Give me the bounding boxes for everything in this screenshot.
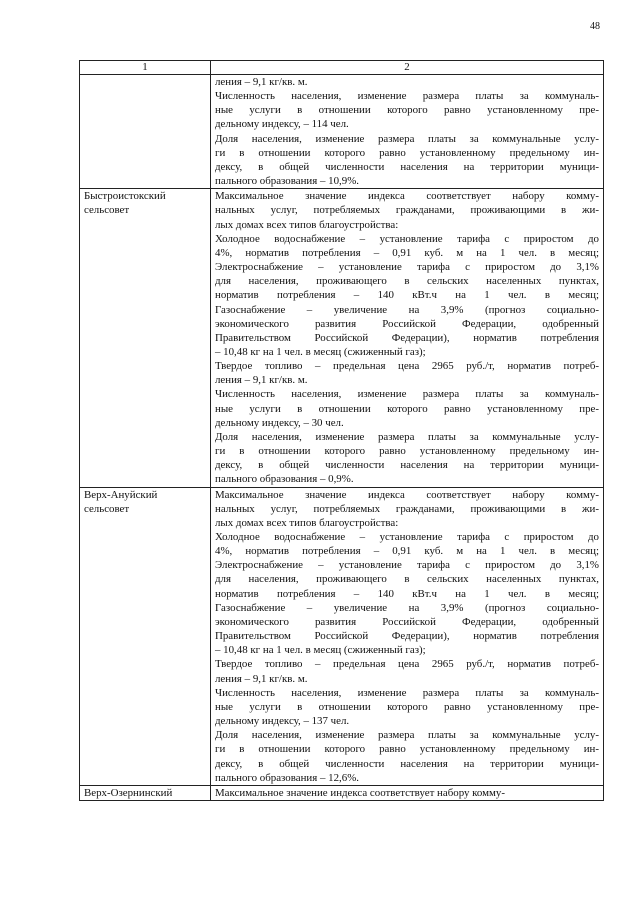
description-line: Твердое топливо – предельная цена 2965 руб./т, норматив потреб- [215, 658, 599, 671]
description-line: ги в отношении которого равно установленному предельному ин- [215, 743, 599, 756]
description-line: ные услуги в отношении которого равно установленному пре- [215, 402, 599, 415]
column-header-2: 2 [211, 61, 604, 75]
description-line: ги в отношении которого равно установленному предельному ин- [215, 445, 599, 458]
description-line: норматив потребления – 140 кВт.ч на 1 чел. в месяц; [215, 289, 599, 302]
description-line: для населения, проживающего в сельских населенных пунктах, [215, 573, 599, 586]
municipality-cell [80, 189, 211, 487]
description-line: Электроснабжение – установление тарифа с приростом до 3,1% [215, 559, 599, 572]
description-line: дельному индексу, – 30 чел. [215, 416, 344, 429]
description-line: Максимальное значение индекса соответствует набору комму- [215, 488, 599, 501]
municipality-name-line: сельсовет [84, 502, 130, 515]
description-line: Доля населения, изменение размера платы за коммунальные услу- [215, 729, 599, 742]
description-line: норматив потребления – 140 кВт.ч на 1 чел. в месяц; [215, 587, 599, 600]
municipality-name-line: Верх-Ануйский [84, 488, 158, 501]
table-row [80, 785, 604, 800]
column-header-1: 1 [80, 61, 211, 75]
municipality-name-line: сельсовет [84, 204, 130, 217]
description-line: Численность населения, изменение размера платы за коммуналь- [215, 686, 599, 699]
description-line: Холодное водоснабжение – установление тарифа с приростом до [215, 531, 599, 543]
description-line: Доля населения, изменение размера платы за коммунальные услу- [215, 430, 599, 443]
description-line: Доля населения, изменение размера платы за коммунальные услу- [215, 132, 599, 145]
description-line: 4%, норматив потребления – 0,91 куб. м на 1 чел. в месяц; [215, 246, 599, 259]
description-line: дексу, в общей численности населения на территории муници- [215, 160, 599, 173]
description-line: Численность населения, изменение размера платы за коммуналь- [215, 388, 599, 401]
description-line: – 10,48 кг на 1 чел. в месяц (сжиженный газ); [215, 345, 426, 358]
table-row [80, 189, 604, 487]
description-line: нальных услуг, потребляемых гражданами, проживающими в жи- [215, 204, 599, 217]
description-line: лых домах всех типов благоустройства: [215, 218, 399, 231]
description-line: экономического развития Российской Федерации, одобренный [215, 615, 599, 628]
description-line: Холодное водоснабжение – установление тарифа с приростом до [215, 232, 599, 245]
municipality-cell [80, 75, 211, 189]
description-line: ги в отношении которого равно установленному предельному ин- [215, 146, 599, 159]
municipality-name-line: Быстроистокский [84, 190, 166, 203]
description-line: Твердое топливо – предельная цена 2965 руб./т, норматив потреб- [215, 360, 599, 373]
municipality-cell [80, 487, 211, 785]
description-line: ные услуги в отношении которого равно установленному пре- [215, 104, 599, 117]
description-line: Газоснабжение – увеличение на 3,9% (прогноз социально- [215, 303, 599, 316]
municipality-cell [80, 785, 211, 800]
description-line: Максимальное значение индекса соответствует набору комму- [215, 786, 506, 799]
description-line: Газоснабжение – увеличение на 3,9% (прогноз социально- [215, 601, 599, 614]
description-line: 4%, норматив потребления – 0,91 куб. м на 1 чел. в месяц; [215, 545, 599, 558]
municipality-name-line: Верх-Озернинский [84, 786, 173, 799]
description-line: Максимальное значение индекса соответствует набору комму- [215, 190, 599, 203]
table-row [80, 75, 604, 189]
tariff-index-table [79, 60, 604, 801]
description-line: лых домах всех типов благоустройства: [215, 516, 399, 529]
description-line: пального образования – 0,9%. [215, 473, 354, 486]
description-line: дельному индексу, – 137 чел. [215, 715, 350, 728]
description-line: для населения, проживающего в сельских населенных пунктах, [215, 275, 599, 288]
description-cell [211, 189, 604, 487]
description-cell [211, 487, 604, 785]
description-line: нальных услуг, потребляемых гражданами, проживающими в жи- [215, 502, 599, 515]
description-line: дексу, в общей численности населения на территории муници- [215, 459, 599, 472]
page-number: 48 [590, 21, 600, 32]
description-line: – 10,48 кг на 1 чел. в месяц (сжиженный газ); [215, 644, 426, 657]
description-line: пального образования – 10,9%. [215, 175, 359, 188]
description-line: ления – 9,1 кг/кв. м. [215, 76, 308, 88]
description-line: пального образования – 12,6%. [215, 771, 359, 784]
description-line: Электроснабжение – установление тарифа с приростом до 3,1% [215, 261, 599, 274]
table-body [80, 61, 604, 801]
description-cell [211, 75, 604, 189]
description-line: Численность населения, изменение размера платы за коммуналь- [215, 90, 599, 103]
table-row [80, 487, 604, 785]
description-line: дексу, в общей численности населения на территории муници- [215, 757, 599, 770]
description-line: экономического развития Российской Федерации, одобренный [215, 317, 599, 330]
description-line: ления – 9,1 кг/кв. м. [215, 672, 308, 685]
description-line: ления – 9,1 кг/кв. м. [215, 374, 308, 387]
description-line: ные услуги в отношении которого равно установленному пре- [215, 700, 599, 713]
description-line: Правительством Российской Федерации), норматив потребления [215, 331, 599, 344]
description-cell [211, 785, 604, 800]
description-line: Правительством Российской Федерации), норматив потребления [215, 630, 599, 643]
table-header-row [80, 61, 604, 75]
description-line: дельному индексу, – 114 чел. [215, 118, 349, 131]
